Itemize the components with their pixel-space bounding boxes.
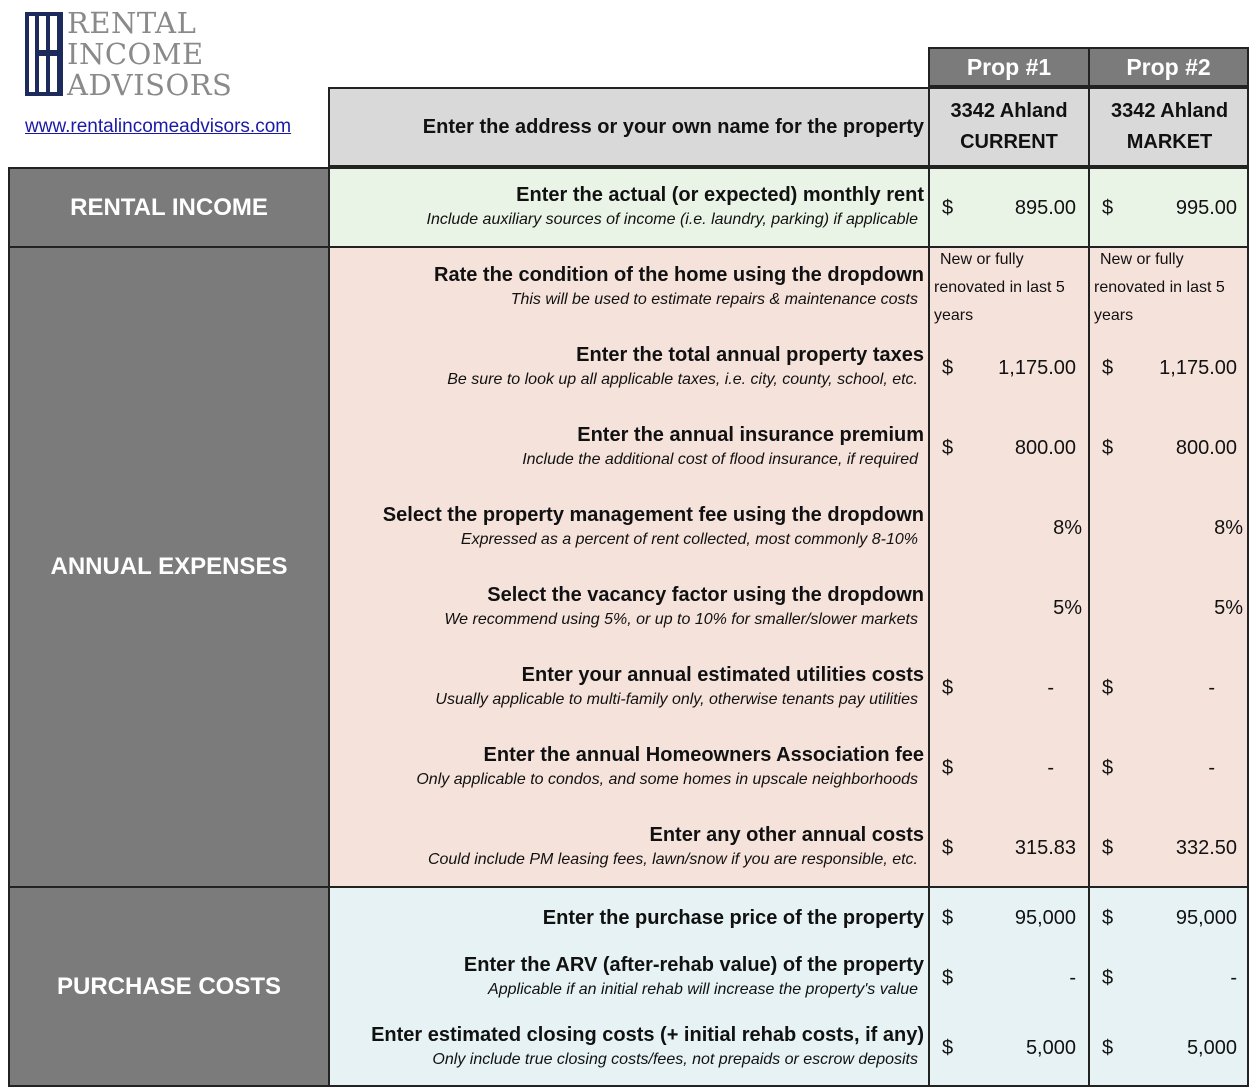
company-logo <box>25 6 325 102</box>
column-header-prop1: Prop #1 <box>928 47 1090 87</box>
prop1-hoa-input[interactable]: $ - <box>942 756 1054 779</box>
prop1-purchase-price-input[interactable]: $ 95,000 <box>942 906 1076 929</box>
section-annual-expenses: ANNUAL EXPENSES <box>8 246 328 888</box>
vacancy-row-label: Select the vacancy factor using the dropdown We recommend using 5%, or up to 10% for smaller/slower markets <box>444 584 924 628</box>
prop2-insurance-input[interactable]: $ 800.00 <box>1102 436 1237 459</box>
prop2-rent-input[interactable]: $ 995.00 <box>1102 196 1237 219</box>
prop1-vacancy-dropdown[interactable]: 5% <box>1053 596 1082 619</box>
section-rental-income: RENTAL INCOME <box>8 167 328 248</box>
prop2-closing-costs-input[interactable]: $ 5,000 <box>1102 1036 1237 1059</box>
building-logo-icon <box>25 12 63 96</box>
prop1-other-costs-input[interactable]: $ 315.83 <box>942 836 1076 859</box>
prop2-hoa-input[interactable]: $ - <box>1102 756 1215 779</box>
prop2-taxes-input[interactable]: $ 1,175.00 <box>1102 356 1237 379</box>
prop2-pm-fee-dropdown[interactable]: 8% <box>1214 516 1243 539</box>
condition-row-label: Rate the condition of the home using the dropdown This will be used to estimate repairs & maintenance costs <box>434 264 924 308</box>
logo-wordmark: RENTAL INCOME ADVISORS <box>67 6 233 102</box>
prop2-purchase-price-input[interactable]: $ 95,000 <box>1102 906 1237 929</box>
prop2-other-costs-input[interactable]: $ 332.50 <box>1102 836 1237 859</box>
arv-row-label: Enter the ARV (after-rehab value) of the property Applicable if an initial rehab will increase the property's value <box>463 954 924 998</box>
prop2-vacancy-dropdown[interactable]: 5% <box>1214 596 1243 619</box>
prop1-arv-input[interactable]: $ - <box>942 966 1076 989</box>
other-costs-row-label: Enter any other annual costs Could include PM leasing fees, lawn/snow if you are responsible, etc. <box>427 824 924 868</box>
insurance-row-label: Enter the annual insurance premium Include the additional cost of flood insurance, if required <box>522 424 924 468</box>
prop1-pm-fee-dropdown[interactable]: 8% <box>1053 516 1082 539</box>
column-header-prop2: Prop #2 <box>1088 47 1249 87</box>
address-label: Enter the address or your own name for the property <box>422 115 924 138</box>
prop1-taxes-input[interactable]: $ 1,175.00 <box>942 356 1076 379</box>
taxes-row-label: Enter the total annual property taxes Be sure to look up all applicable taxes, i.e. city, county, school, etc. <box>447 344 924 388</box>
prop1-insurance-input[interactable]: $ 800.00 <box>942 436 1076 459</box>
utilities-row-label: Enter your annual estimated utilities costs Usually applicable to multi-family only, otherwise tenants pay utilities <box>435 664 924 708</box>
hoa-row-label: Enter the annual Homeowners Association fee Only applicable to condos, and some homes in upscale neighborhoods <box>416 744 924 788</box>
rent-row-label: Enter the actual (or expected) monthly rent Include auxiliary sources of income (i.e. laundry, parking) if applicable <box>426 184 924 228</box>
pm-fee-row-label: Select the property management fee using the dropdown Expressed as a percent of rent collected, most commonly 8-10% <box>382 504 924 548</box>
section-purchase-costs: PURCHASE COSTS <box>8 886 328 1087</box>
prop1-utilities-input[interactable]: $ - <box>942 676 1054 699</box>
prop1-address-input[interactable]: 3342 Ahland CURRENT <box>950 100 1068 153</box>
prop2-utilities-input[interactable]: $ - <box>1102 676 1215 699</box>
purchase-price-row-label: Enter the purchase price of the property <box>542 907 924 929</box>
prop2-condition-dropdown[interactable]: New or fully renovated in last 5 years <box>1094 251 1225 324</box>
website-link[interactable]: www.rentalincomeadvisors.com <box>25 116 292 137</box>
closing-costs-row-label: Enter estimated closing costs (+ initial rehab costs, if any) Only include true closing costs/fees, not prepaids or escrow deposits <box>371 1024 924 1068</box>
prop1-rent-input[interactable]: $ 895.00 <box>942 196 1076 219</box>
prop2-arv-input[interactable]: $ - <box>1102 966 1237 989</box>
prop2-address-input[interactable]: 3342 Ahland MARKET <box>1110 100 1229 153</box>
prop1-closing-costs-input[interactable]: $ 5,000 <box>942 1036 1076 1059</box>
prop1-condition-dropdown[interactable]: New or fully renovated in last 5 years <box>934 251 1065 324</box>
